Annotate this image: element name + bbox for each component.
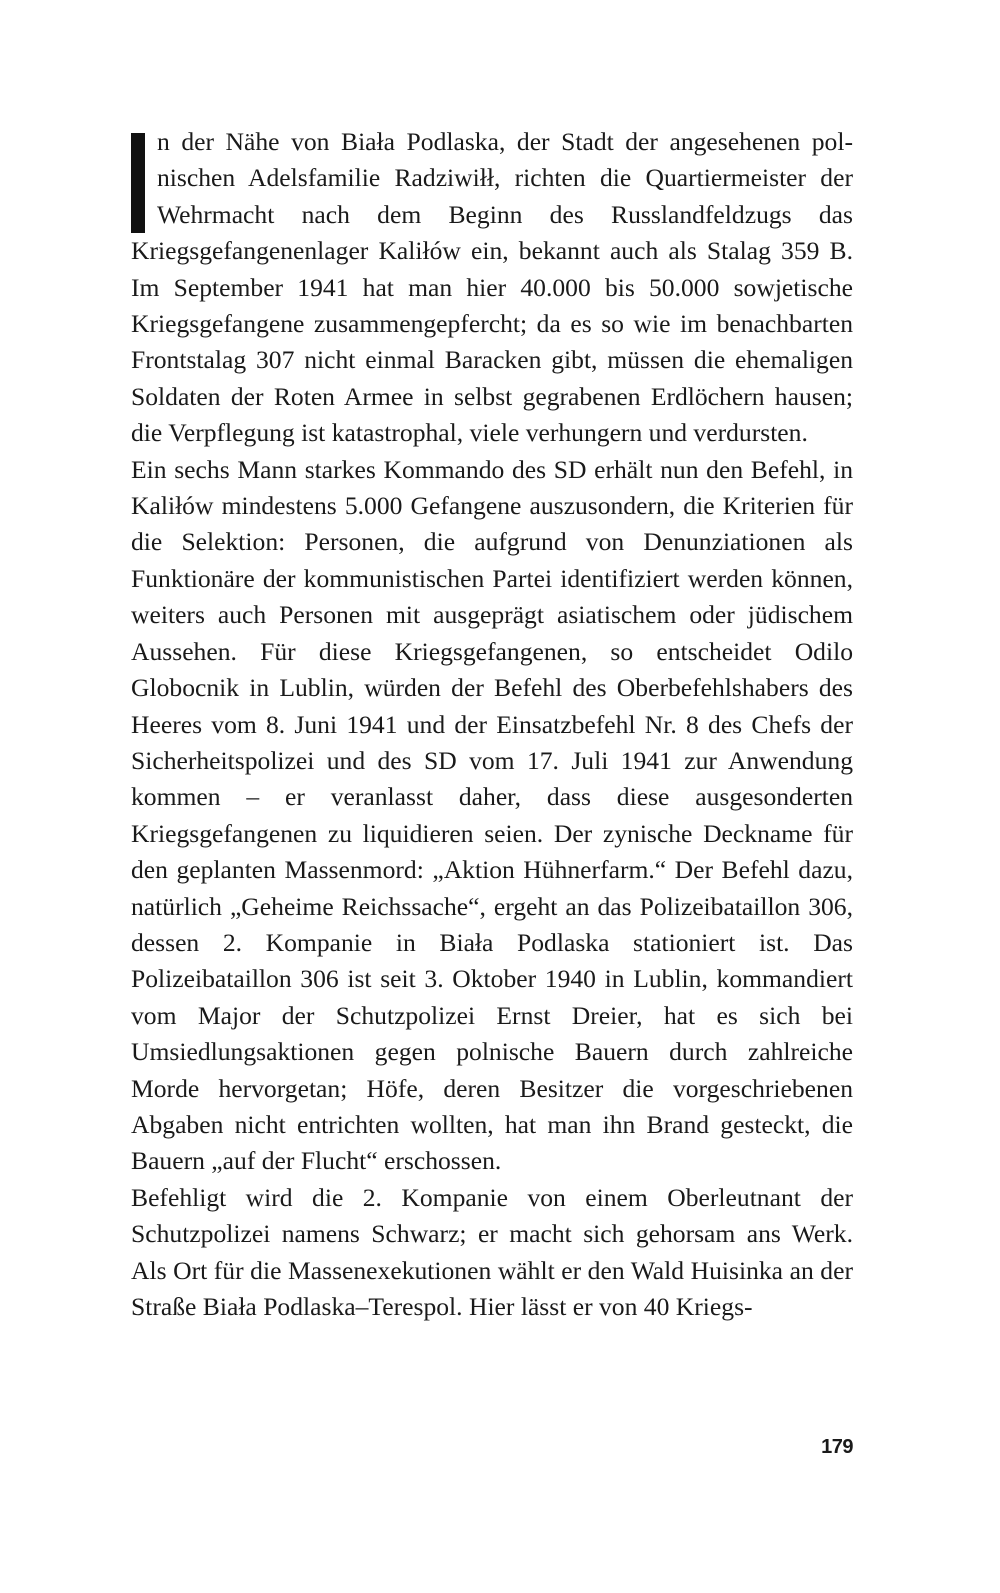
paragraph-1-text: n der Nähe von Biała Podlaska, der Stadt der angesehenen polnischen Adelsfamilie Radziwiłł, richten die Quartiermeister der Wehrmacht nach dem Beginn des Russlandfeldzugs das Kriegsgefangenenlager Kaliłów ein, bekannt auch als Stalag 359 B. Im September 1941 hat man hier 40.000 bis 50.000 sowjetische Kriegsgefangene zusammengepfercht; da es so wie im benachbarten Frontstalag 307 nicht einmal Baracken gibt, müssen die ehemaligen Soldaten der Roten Armee in selbst gegrabenen Erdlöchern hausen; die Verpflegung ist katastrophal, viele verhungern und verdursten. xyxy=(131,127,853,448)
paragraph-3: Befehligt wird die 2. Kompanie von einem Oberleutnant der Schutzpolizei namens Schwarz; er macht sich gehorsam ans Werk. Als Ort für die Massenexekutionen wählt er den Wald Huisinka an der Straße Biała Podlaska–Terespol. Hier lässt er von 40 Kriegs- xyxy=(131,1182,853,1321)
page-number: 179 xyxy=(821,1436,853,1458)
body-text xyxy=(131,124,853,1325)
drop-cap xyxy=(131,133,145,233)
paragraph-1 xyxy=(131,124,853,452)
paragraph-2: Ein sechs Mann starkes Kommando des SD erhält nun den Befehl, in Kaliłów mindestens 5.000 Gefangene auszusondern, die Kriterien für die Selektion: Personen, die aufgrund von Denunziationen als Funktionäre der kommunistischen Partei identifiziert werden können, weiters auch Personen mit ausgeprägt asiatischem oder jüdischem Aussehen. Für diese Kriegsgefangenen, so entscheidet Odilo Globocnik in Lublin, würden der Befehl des Oberbefehlshabers des Heeres vom 8. Juni 1941 und der Einsatzbefehl Nr. 8 des Chefs der Sicherheitspolizei und des SD vom 17. Juli 1941 zur Anwendung kommen – er veranlasst daher, dass diese ausgesonderten Kriegsgefangenen zu liquidieren seien. Der zynische Deckname für den geplanten Massenmord: „Aktion Hühnerfarm.“ Der Befehl dazu, natürlich „Geheime Reichssache“, ergeht an das Polizeibataillon 306, dessen 2. Kompanie in Biała Podlaska stationiert ist. Das Polizeibataillon 306 ist seit 3. Oktober 1940 in Lublin, kommandiert vom Major der Schutzpolizei Ernst Dreier, hat es sich bei Umsiedlungsaktionen gegen polnische Bauern durch zahlreiche Morde hervorgetan; Höfe, deren Besitzer die vorgeschriebenen Abgaben nicht entrichten wollten, hat man ihn Brand gesteckt, die Bauern „auf der Flucht“ erschossen. xyxy=(131,454,853,1176)
